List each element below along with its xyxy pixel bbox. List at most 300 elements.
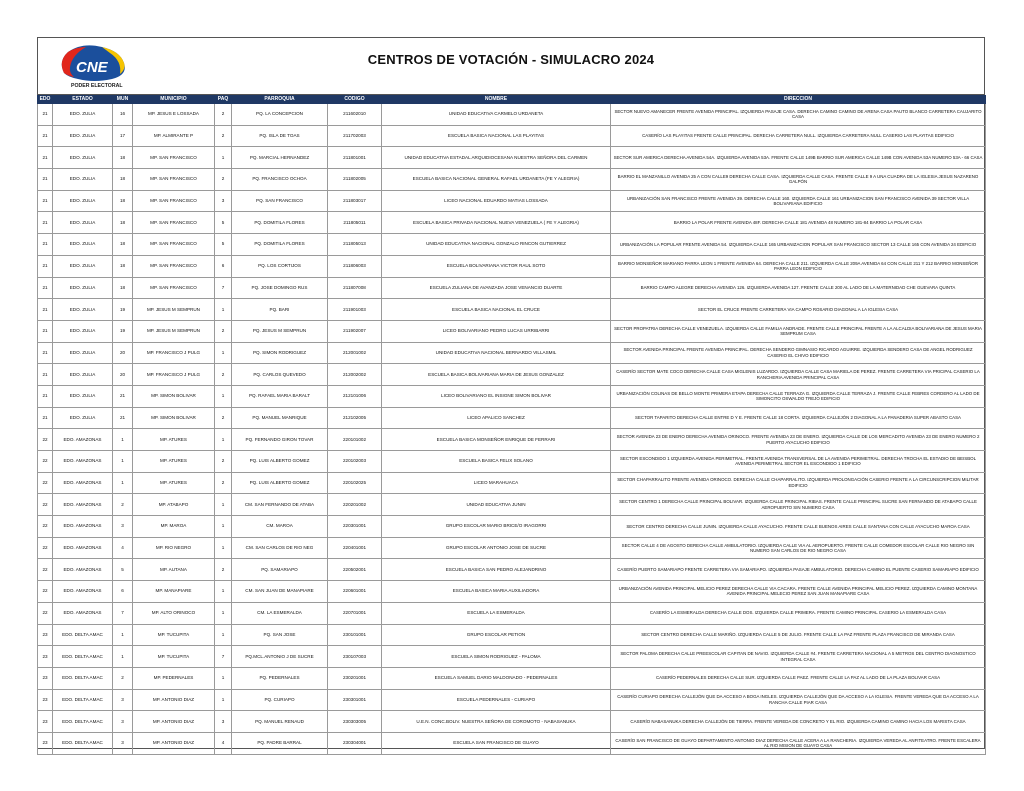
cell-edo: 22 [38, 559, 53, 581]
cell-direccion: CASERÍO LA ESMERALDA DERECHA CALLE DOS. IZQUIERDA CALLE PRIMERA. FRENTE CAMINO PRINCIPAL CASERIO LA ESMERALDA CASA [611, 602, 986, 624]
cell-parroquia: PQ.MCL.ANTONIO J DE SUCRE [232, 646, 328, 668]
cell-direccion: SECTOR PALOMA DERECHA CALLE PREESCOLAR CAPITAN DE NAVIO. IZQUIERDA CALLE #4. FRENTE CARRETERA NACIONAL A 5 METROS DEL CENTRO DIAGNOSTICO INTEGRAL CASA [611, 646, 986, 668]
cell-nombre: ESCUELA BASICA PRIVADA NACIONAL NUEVA VENEZUELA ( FE Y ALEGRIA) [382, 212, 611, 234]
cell-direccion: SECTOR CENTRO DERECHA CALLE MARIÑO. IZQUIERDA CALLE 5 DE JULIO. FRENTE CALLE LA PAZ FRENTE PLAZA FRANCISCO DE MIRANDA CASA [611, 624, 986, 646]
cell-mun: 19 [113, 299, 133, 321]
cell-paq: 1 [215, 299, 232, 321]
cell-municipio: MP. SAN FRANCISCO [133, 255, 215, 277]
table-row [38, 624, 986, 646]
cell-nombre: UNIDAD EDUCATIVA ESTADAL ARQUIDIOCESANA NUESTRA SEÑORA DEL CARMEN [382, 147, 611, 169]
cell-codigo: 211902007 [328, 320, 382, 342]
cell-direccion: SECTOR SUR AMERICA DERECHA AVENIDA 54A. IZQUIERDA AVENIDA 53A. FRENTE CALLE 149B BARRIO SUR AMERICA CALLE 149B CON AVENIDA 53A NUMERO 53A - 66 CASA [611, 147, 986, 169]
table-row [38, 407, 986, 429]
cell-municipio: MP. AUTANA [133, 559, 215, 581]
cell-estado: EDO. DELTA AMAC [53, 624, 113, 646]
cell-mun: 1 [113, 429, 133, 451]
cell-mun: 19 [113, 320, 133, 342]
cell-codigo: 220102003 [328, 451, 382, 473]
cell-parroquia: PQ. SIMON RODRIGUEZ [232, 342, 328, 364]
cell-municipio: MP. SAN FRANCISCO [133, 169, 215, 191]
cell-parroquia: PQ. DOMITILA FLORES [232, 212, 328, 234]
table-row [38, 255, 986, 277]
table-row [38, 646, 986, 668]
cell-municipio: MP. JESUS E LOSSADA [133, 104, 215, 126]
cell-parroquia: PQ. SAN JOSE [232, 624, 328, 646]
table-row [38, 472, 986, 494]
cell-mun: 20 [113, 342, 133, 364]
cell-estado: EDO. ZULIA [53, 125, 113, 147]
cell-direccion: URBANIZACIÓN SAN FRANCISCO FRENTE AVENIDA 39. DERECHA CALLE 160. IZQUIERDA CALLE 161 URBANIZACION SAN FRANCISCO AVENIDA 39 SECTOR VILLA BOLIVARIANA EDIFICIO [611, 190, 986, 212]
cell-direccion: BARRIO MONSEÑOR MARIANO PARRA LEON 1 FRENTE AVENIDA 64. DERECHA CALLE 211. IZQUIERDA CALLE 209A AVENIDA 64 CON CALLE 211 Y 212 BARRIO MONSEÑOR PARRA LEON EDIFICIO [611, 255, 986, 277]
svg-text:PODER ELECTORAL: PODER ELECTORAL [71, 83, 123, 89]
cell-edo: 22 [38, 537, 53, 559]
cell-edo: 22 [38, 516, 53, 538]
cell-mun: 3 [113, 732, 133, 754]
cell-direccion: SECTOR EL CRUCE FRENTE CARRETERA VIA CAMPO ROSARIO DIAGONAL A LA IGLESIA CASA [611, 299, 986, 321]
cell-edo: 22 [38, 602, 53, 624]
cell-municipio: MP. SAN FRANCISCO [133, 147, 215, 169]
cell-paq: 1 [215, 667, 232, 689]
cell-estado: EDO. ZULIA [53, 385, 113, 407]
cell-paq: 1 [215, 581, 232, 603]
table-row [38, 385, 986, 407]
cell-nombre: ESCUELA SAMUEL DARIO MALDONADO - PEDERNALES [382, 667, 611, 689]
cell-municipio: MP. ANTONIO DIAZ [133, 711, 215, 733]
cell-parroquia: PQ. DOMITILA FLORES [232, 234, 328, 256]
table-row [38, 537, 986, 559]
cell-estado: EDO. DELTA AMAC [53, 667, 113, 689]
cell-mun: 18 [113, 190, 133, 212]
cell-mun: 18 [113, 277, 133, 299]
cell-municipio: MP. ATURES [133, 472, 215, 494]
cell-codigo: 220301001 [328, 516, 382, 538]
cell-edo: 23 [38, 689, 53, 711]
cell-mun: 2 [113, 494, 133, 516]
cell-parroquia: PQ. PEDERNALES [232, 667, 328, 689]
cell-mun: 7 [113, 602, 133, 624]
cell-direccion: CASERÍO LAS PLAYITAS FRENTE CALLE PRINCIPAL. DERECHA CARRETERA NULL. IZQUIERDA CARRETERA NULL CASERIO LAS PLAYITAS EDIFICIO [611, 125, 986, 147]
table-row [38, 451, 986, 473]
cell-nombre: ESCUELA PEDERNALES - CURIAPO [382, 689, 611, 711]
cell-edo: 22 [38, 581, 53, 603]
cell-parroquia: PQ. LUIS ALBERTO GOMEZ [232, 472, 328, 494]
table-row [38, 212, 986, 234]
cell-nombre: UNIDAD EDUCATIVA NACIONAL GONZALO RINCON GUTIERREZ [382, 234, 611, 256]
cell-edo: 21 [38, 104, 53, 126]
cell-edo: 21 [38, 147, 53, 169]
cell-parroquia: PQ. CURIAPO [232, 689, 328, 711]
svg-text:CNE: CNE [76, 59, 108, 76]
table-row [38, 581, 986, 603]
cell-mun: 17 [113, 125, 133, 147]
cell-estado: EDO. ZULIA [53, 342, 113, 364]
cell-municipio: MP. FRANCISCO J PULG [133, 342, 215, 364]
cell-municipio: MP. ATURES [133, 451, 215, 473]
table-row [38, 516, 986, 538]
cell-municipio: MP. JESUS M SEMPRUN [133, 320, 215, 342]
cell-parroquia: PQ. SAN FRANCISCO [232, 190, 328, 212]
cell-paq: 2 [215, 407, 232, 429]
cell-codigo: 230107003 [328, 646, 382, 668]
cell-edo: 23 [38, 711, 53, 733]
cell-nombre: ESCUELA SAN FRANCISCO DE GUAYO [382, 732, 611, 754]
cell-nombre: GRUPO ESCOLAR PETION [382, 624, 611, 646]
cell-parroquia: PQ. MARCIAL HERNANDEZ [232, 147, 328, 169]
cell-municipio: MP. FRANCISCO J PULG [133, 364, 215, 386]
cell-direccion: BARRIO EL MANZANILLO AVENIDA 25 A CON CALLE9 DERECHA CALLE CASA. IZQUIERDA CALLE CASA. FRENTE CALLE 9 A UNA CUADRA DE LA IGLESIA JESUS NAZARENO GALPÓN [611, 169, 986, 191]
cell-municipio: MP. PEDERNALES [133, 667, 215, 689]
cell-parroquia: CM. SAN CARLOS DE RIO NEG [232, 537, 328, 559]
cell-codigo: 230301001 [328, 689, 382, 711]
cell-codigo: 211802005 [328, 169, 382, 191]
cell-paq: 7 [215, 277, 232, 299]
table-row [38, 667, 986, 689]
cell-codigo: 211801001 [328, 147, 382, 169]
cell-direccion: URBANIZACIÓN COLINAS DE BELLO MONTE PRIMERA ETAPA DERECHA CALLE TERRAZA G. IZQUIERDA CALLE TERRAZA J. FRENTE CALLE FEBRES CORDERO AL LADO DE SIMONCITO OSWALDO TREJO EDIFICIO [611, 385, 986, 407]
document-header [38, 38, 984, 95]
cell-edo: 21 [38, 407, 53, 429]
cell-direccion: SECTOR CENTRO DERECHA CALLE JUNIN. IZQUIERDA CALLE AYACUCHO. FRENTE CALLE BUENOS AIRES CALLE SANTANA CON CALLE AYACUCHO MAROA CASA [611, 516, 986, 538]
cell-nombre: GRUPO ESCOLAR MARIO BRICE/O IRAGORRI [382, 516, 611, 538]
cell-edo: 21 [38, 255, 53, 277]
cell-edo: 22 [38, 429, 53, 451]
cell-direccion: CASERÍO SECTOR MATE COCO DERECHA CALLE CASA MIGLENIS LUZARDO. IZQUIERDA CALLE CASA MARIELA DE PEREZ. FRENTE CARRETERA VIA PRICIPAL CASERIO LA RANCHERIA AVENIDA PRINCIPAL CASA [611, 364, 986, 386]
column-header-paq: PAQ [215, 96, 232, 104]
cell-estado: EDO. ZULIA [53, 234, 113, 256]
cell-codigo: 211805011 [328, 212, 382, 234]
cell-paq: 3 [215, 711, 232, 733]
cell-codigo: 220502001 [328, 559, 382, 581]
cell-paq: 1 [215, 429, 232, 451]
cell-mun: 1 [113, 646, 133, 668]
cell-estado: EDO. ZULIA [53, 190, 113, 212]
cell-paq: 2 [215, 364, 232, 386]
cell-mun: 6 [113, 581, 133, 603]
cell-nombre: ESCUELA SIMON RODRIGUEZ - PALOMA [382, 646, 611, 668]
cell-municipio: MP. SIMON BOLIVAR [133, 385, 215, 407]
cell-codigo: 211806003 [328, 255, 382, 277]
cell-mun: 21 [113, 407, 133, 429]
cell-municipio: MP. ATABAPO [133, 494, 215, 516]
cell-parroquia: PQ. FRANCISCO OCHOA [232, 169, 328, 191]
cell-municipio: MP. ANTONIO DIAZ [133, 689, 215, 711]
cell-nombre: U.E.N. CONC.BOLIV. NUESTRA SEÑORA DE COROMOTO - NABASANUKA [382, 711, 611, 733]
cell-estado: EDO. AMAZONAS [53, 494, 113, 516]
cell-codigo: 211602010 [328, 104, 382, 126]
cell-direccion: SECTOR CENTRO 1 DERECHA CALLE PRINCIPAL BOLIVAR. IZQUIERDA CALLE PRINCIPAL RIBAS. FRENTE CALLE PRINCIPAL SUCRE SAN FERNANDO DE ATABAPO CALLE AEROPUERTO SIN NUMERO CASA [611, 494, 986, 516]
cell-parroquia: PQ. BARI [232, 299, 328, 321]
cell-edo: 21 [38, 190, 53, 212]
cell-direccion: CASERÍO NABASANUKA DERECHA CALLEJÓN DE TIERRA. FRENTE VEREDA DE CONCRETO Y EL RIO. IZQUIERDA CAMINO CAMINO HACIA LOS MARISTA CASA [611, 711, 986, 733]
cell-municipio: MP. TUCUPITA [133, 646, 215, 668]
cell-municipio: MP. TUCUPITA [133, 624, 215, 646]
table-header-row [38, 96, 986, 104]
cell-estado: EDO. ZULIA [53, 299, 113, 321]
cell-municipio: MP. ATURES [133, 429, 215, 451]
cell-municipio: MP. ALTO ORINOCO [133, 602, 215, 624]
cell-codigo: 211702003 [328, 125, 382, 147]
cell-edo: 23 [38, 667, 53, 689]
cell-nombre: ESCUELA ZULIANA DE AVANZADA JOSE VENANCIO DUARTE [382, 277, 611, 299]
cell-codigo: 212002002 [328, 364, 382, 386]
cell-nombre: ESCUELA BASICA MONSEÑOR ENRIQUE DE FERRARI [382, 429, 611, 451]
cell-paq: 5 [215, 212, 232, 234]
cell-parroquia: PQ. LOS CORTIJOS [232, 255, 328, 277]
cell-edo: 22 [38, 472, 53, 494]
column-header-edo: EDO [38, 96, 53, 104]
cell-codigo: 212001002 [328, 342, 382, 364]
table-row [38, 125, 986, 147]
column-header-nombre: NOMBRE [382, 96, 611, 104]
cell-municipio: MP. SIMON BOLIVAR [133, 407, 215, 429]
cell-paq: 2 [215, 125, 232, 147]
cell-estado: EDO. ZULIA [53, 255, 113, 277]
table-row [38, 602, 986, 624]
cell-edo: 22 [38, 451, 53, 473]
cell-mun: 16 [113, 104, 133, 126]
cell-edo: 21 [38, 277, 53, 299]
cell-municipio: MP. MAROA [133, 516, 215, 538]
cell-nombre: ESCUELA BASICA MARIA AUXILIADORA [382, 581, 611, 603]
cell-direccion: SECTOR PROPATRIA DERECHA CALLE VENEZUELA. IZQUIERDA CALLE FAMILIA ANDRADE. FRENTE CALLE PRINCIPAL FRENTE A LA ALCALDIA BOLIVARIANA DE JESUS MARIA SEMPRUM CASA [611, 320, 986, 342]
cell-codigo: 211901003 [328, 299, 382, 321]
cell-edo: 21 [38, 342, 53, 364]
cell-edo: 21 [38, 169, 53, 191]
cell-municipio: MP. SAN FRANCISCO [133, 190, 215, 212]
cell-paq: 2 [215, 104, 232, 126]
cell-estado: EDO. ZULIA [53, 277, 113, 299]
cell-mun: 1 [113, 624, 133, 646]
cell-direccion: CASERÍO CURIAPO DERECHA CALLEJÓN QUE DA ACCESO A BOGA INGLES. IZQUIERDA CALLEJÓN QUE DA ACCESO A LA IGLESIA. FRENTE VEREDA QUE DA ACCESO A LA RANCHA CALLE PIAR CASA [611, 689, 986, 711]
column-header-mun: MUN [113, 96, 133, 104]
cell-direccion: URBANIZACIÓN AVENIDA PRINCIPAL MELICIO PEREZ DERECHA CALLE VIA CACARA. FRENTE CALLE AVENIDA PRINCIPAL MELICIO PEREZ. IZQUIERDA CAMINO MONTANA AVENIDA PRINCIPAL MELECIO PEREZ SAN JUAN MANAPIARE CASA [611, 581, 986, 603]
cell-estado: EDO. ZULIA [53, 364, 113, 386]
cell-mun: 5 [113, 559, 133, 581]
cell-paq: 2 [215, 451, 232, 473]
cell-paq: 5 [215, 234, 232, 256]
cell-estado: EDO. AMAZONAS [53, 559, 113, 581]
cell-parroquia: PQ. CARLOS QUEVEDO [232, 364, 328, 386]
document-page [37, 37, 985, 749]
cell-nombre: ESCUELA BASICA NACIONAL EL CRUCE [382, 299, 611, 321]
cell-mun: 18 [113, 255, 133, 277]
table-row [38, 299, 986, 321]
table-row [38, 689, 986, 711]
cell-direccion: URBANIZACIÓN LA POPULAR FRENTE AVENIDA 54. IZQUIERDA CALLE 165 URBANIZACION POPULAR SAN FRANCISCO SECTOR 13 CALLE 165 CON AVENIDA 24 EDIFICIO [611, 234, 986, 256]
cell-edo: 23 [38, 624, 53, 646]
table-row [38, 169, 986, 191]
cell-nombre: ESCUELA BASICA SAN PEDRO ALEJANDRINO [382, 559, 611, 581]
cell-nombre: UNIDAD EDUCATIVA JUNIN [382, 494, 611, 516]
cell-paq: 1 [215, 689, 232, 711]
cell-codigo: 230201001 [328, 667, 382, 689]
cell-parroquia: CM. SAN JUAN DE MANAPIARE [232, 581, 328, 603]
cell-municipio: MP. JESUS M SEMPRUN [133, 299, 215, 321]
cell-edo: 21 [38, 320, 53, 342]
cell-nombre: ESCUELA BASICA FELIX SOLANO [382, 451, 611, 473]
cell-paq: 2 [215, 559, 232, 581]
cell-codigo: 211803017 [328, 190, 382, 212]
cell-mun: 3 [113, 711, 133, 733]
table-row [38, 429, 986, 451]
cell-parroquia: CM. LA ESMERALDA [232, 602, 328, 624]
cell-parroquia: PQ. PADRE BARRAL [232, 732, 328, 754]
cell-estado: EDO. DELTA AMAC [53, 689, 113, 711]
cell-estado: EDO. DELTA AMAC [53, 732, 113, 754]
cell-parroquia: PQ. SAMARIAPO [232, 559, 328, 581]
cell-direccion: SECTOR AVENIDA 23 DE ENERO DERECHA AVENIDA ORINOCO. FRENTE AVENIDA 23 DE ENERO. IZQUIERDA CALLE DE LOS MERCADITO AVENIDA 23 DE ENERO NUMERO 2 PUERTO AYACUCHO EDIFICIO [611, 429, 986, 451]
table-row [38, 320, 986, 342]
cell-municipio: MP. MANAPIARE [133, 581, 215, 603]
cell-parroquia: PQ. RAFAEL MARIA BARALT [232, 385, 328, 407]
cell-nombre: ESCUELA BASICA NACIONAL LAS PLAYITAS [382, 125, 611, 147]
cell-direccion: BARRIO CAMPO ALEGRE DERECHA AVENIDA 126. IZQUIERDA AVENIDA 127. FRENTE CALLE 200 AL LADO DE LA MATERNIDAD CHE GUEVARA QUINTA [611, 277, 986, 299]
table-row [38, 494, 986, 516]
cell-estado: EDO. AMAZONAS [53, 602, 113, 624]
cell-estado: EDO. ZULIA [53, 147, 113, 169]
cell-edo: 21 [38, 234, 53, 256]
cell-direccion: SECTOR AVENIDA PRINCIPAL FRENTE AVENIDA PRINCIPAL. DERECHA SENDERO GIMNASIO RICARDO AGUIRRE. IZQUIERDA SENDERO CASA DE ANGEL RODRIGUEZ CASERIO EL CHIVO EDIFICIO [611, 342, 986, 364]
cell-parroquia: PQ. MANUEL MANRIQUE [232, 407, 328, 429]
cell-municipio: MP. ANTONIO DIAZ [133, 732, 215, 754]
cell-parroquia: PQ. LUIS ALBERTO GOMEZ [232, 451, 328, 473]
cell-mun: 21 [113, 385, 133, 407]
cell-codigo: 211807008 [328, 277, 382, 299]
table-body [38, 104, 986, 755]
cell-estado: EDO. DELTA AMAC [53, 646, 113, 668]
table-row [38, 277, 986, 299]
cell-mun: 18 [113, 212, 133, 234]
cell-paq: 6 [215, 255, 232, 277]
cell-parroquia: CM. MAROA [232, 516, 328, 538]
cell-mun: 3 [113, 689, 133, 711]
cell-mun: 1 [113, 472, 133, 494]
cell-parroquia: PQ. ISLA DE TOAS [232, 125, 328, 147]
cell-mun: 2 [113, 667, 133, 689]
cell-codigo: 212101006 [328, 385, 382, 407]
cell-nombre: ESCUELA BASICA NACIONAL GENERAL RAFAEL URDANETA (FE Y ALEGRIA) [382, 169, 611, 191]
page-title: CENTROS DE VOTACIÓN - SIMULACRO 2024 [367, 52, 655, 67]
cell-mun: 3 [113, 516, 133, 538]
cell-estado: EDO. AMAZONAS [53, 581, 113, 603]
cell-nombre: LICEO APALICO SANCHEZ [382, 407, 611, 429]
cell-codigo: 230101001 [328, 624, 382, 646]
cell-paq: 1 [215, 624, 232, 646]
cell-nombre: LICEO BOLIVARIANO PEDRO LUCAS URRIBARRI [382, 320, 611, 342]
cell-parroquia: PQ. JOSE DOMINGO RUS [232, 277, 328, 299]
cell-estado: EDO. ZULIA [53, 407, 113, 429]
cell-direccion: SECTOR ESCONDIDO 1 IZQUIERDA AVENIDA PERIMETRAL. FRENTE AVENIDA TRANSVERSAL DE LA AVENIDA PERIMETRAL. DERECHA TROCHA EL ESTADIO DE BEISBOL AVENIDA PERIMETRAL SECTOR EL ESCONDIDO 1 EDIFICIO [611, 451, 986, 473]
cell-paq: 1 [215, 385, 232, 407]
cell-parroquia: PQ. LA CONCEPCION [232, 104, 328, 126]
cell-paq: 7 [215, 646, 232, 668]
cell-nombre: LICEO BOLIVARIANO EL INSIGNE SIMON BOLIVAR [382, 385, 611, 407]
table-row [38, 234, 986, 256]
cell-edo: 21 [38, 364, 53, 386]
cell-codigo: 212102005 [328, 407, 382, 429]
cell-codigo: 220601001 [328, 581, 382, 603]
cell-mun: 1 [113, 451, 133, 473]
cell-estado: EDO. AMAZONAS [53, 429, 113, 451]
cell-nombre: ESCUELA BOLIVARIANA VICTOR RAUL SOTO [382, 255, 611, 277]
cell-codigo: 220101002 [328, 429, 382, 451]
column-header-estado: ESTADO [53, 96, 113, 104]
cell-parroquia: PQ. MANUEL RENAUD [232, 711, 328, 733]
cell-nombre: UNIDAD EDUCATIVA NACIONAL BERNARDO VILLASMIL [382, 342, 611, 364]
cell-paq: 1 [215, 602, 232, 624]
cell-nombre: LICEO NACIONAL EDUARDO MATIAS LOSSADA [382, 190, 611, 212]
cell-edo: 22 [38, 494, 53, 516]
cell-direccion: CASERÍO PEDERNALES DERECHA CALLE SUR. IZQUIERDA CALLE PAEZ. FRENTE CALLE LA PAZ AL LADO DE LA PLAZA BOLIVAR CASA [611, 667, 986, 689]
cell-direccion: SECTOR TAPARITO DERECHA CALLE ENTRE D Y E. FRENTE CALLE 18 CORTA. IZQUIERDA CALLEJÓN 2 DIAGONAL A LA PANADERIA SUPER ABASTO CASA [611, 407, 986, 429]
cell-municipio: MP. RIO NEGRO [133, 537, 215, 559]
table-row [38, 711, 986, 733]
cell-edo: 21 [38, 299, 53, 321]
cell-estado: EDO. ZULIA [53, 212, 113, 234]
cell-parroquia: CM. SAN FERNANDO DE ATABA [232, 494, 328, 516]
cell-municipio: MP. SAN FRANCISCO [133, 234, 215, 256]
cell-municipio: MP. SAN FRANCISCO [133, 212, 215, 234]
table-row [38, 732, 986, 754]
cell-nombre: UNIDAD EDUCATIVA CARMELO URDANETA [382, 104, 611, 126]
cell-direccion: CASERÍO SAN FRANCISCO DE GUAYO DEPARTAMENTO ANTONIO DIAZ DERECHA CALLE ACERA A LA RANCHERIA. IZQUIERDA VEREDA AL ANFITEATRO. FRENTE ESCALERA AL RIO MISION DE GUAYO CASA [611, 732, 986, 754]
cell-estado: EDO. AMAZONAS [53, 472, 113, 494]
cell-codigo: 230303005 [328, 711, 382, 733]
cell-mun: 18 [113, 234, 133, 256]
cell-nombre: GRUPO ESCOLAR ANTONIO JOSE DE SUCRE [382, 537, 611, 559]
column-header-direccion: DIRECCION [611, 96, 986, 104]
cell-codigo: 211805013 [328, 234, 382, 256]
column-header-parroquia: PARROQUIA [232, 96, 328, 104]
cell-estado: EDO. AMAZONAS [53, 537, 113, 559]
column-header-municipio: MUNICIPIO [133, 96, 215, 104]
cell-mun: 4 [113, 537, 133, 559]
table-row [38, 559, 986, 581]
table-row [38, 104, 986, 126]
cell-edo: 23 [38, 646, 53, 668]
cell-codigo: 230304001 [328, 732, 382, 754]
cell-codigo: 220102025 [328, 472, 382, 494]
cell-estado: EDO. AMAZONAS [53, 516, 113, 538]
cell-estado: EDO. ZULIA [53, 104, 113, 126]
cell-codigo: 220701001 [328, 602, 382, 624]
cell-paq: 1 [215, 537, 232, 559]
cell-paq: 2 [215, 472, 232, 494]
table-row [38, 342, 986, 364]
cell-estado: EDO. DELTA AMAC [53, 711, 113, 733]
cell-paq: 3 [215, 190, 232, 212]
cell-municipio: MP. SAN FRANCISCO [133, 277, 215, 299]
cell-nombre: ESCUELA LA ESMERALDA [382, 602, 611, 624]
cell-direccion: BARRIO LA POLAR FRENTE AVENIDA 48F. DERECHA CALLE 181 AVENIDA 48 NUMERO 181-84 BARRIO LA POLAR CASA [611, 212, 986, 234]
cell-edo: 21 [38, 125, 53, 147]
cell-paq: 1 [215, 494, 232, 516]
cell-paq: 1 [215, 516, 232, 538]
cell-mun: 18 [113, 147, 133, 169]
cell-paq: 2 [215, 169, 232, 191]
cell-estado: EDO. ZULIA [53, 169, 113, 191]
cell-edo: 21 [38, 212, 53, 234]
cell-codigo: 220201002 [328, 494, 382, 516]
cell-direccion: SECTOR NUEVO AMANECER FRENTE AVENIDA PRINCIPAL. IZQUIERDA PASAJE CASA. DERECHA CAMINO CAMINO DE ARENA CASA PAUTO BLANCO CARRETERA CAUJARITO CASA [611, 104, 986, 126]
cell-direccion: CASERÍO PUERTO SAMARIAPO FRENTE CARRETERA VIA SAMARIAPO. IZQUIERDA PASAJE AMBULATORIO. DERECHA CAMINO EL PUENTE CASERIO SAMARIAPO EDIFICIO [611, 559, 986, 581]
cell-estado: EDO. AMAZONAS [53, 451, 113, 473]
cell-estado: EDO. ZULIA [53, 320, 113, 342]
table-row [38, 147, 986, 169]
cell-edo: 21 [38, 385, 53, 407]
cell-paq: 2 [215, 320, 232, 342]
cell-paq: 1 [215, 147, 232, 169]
